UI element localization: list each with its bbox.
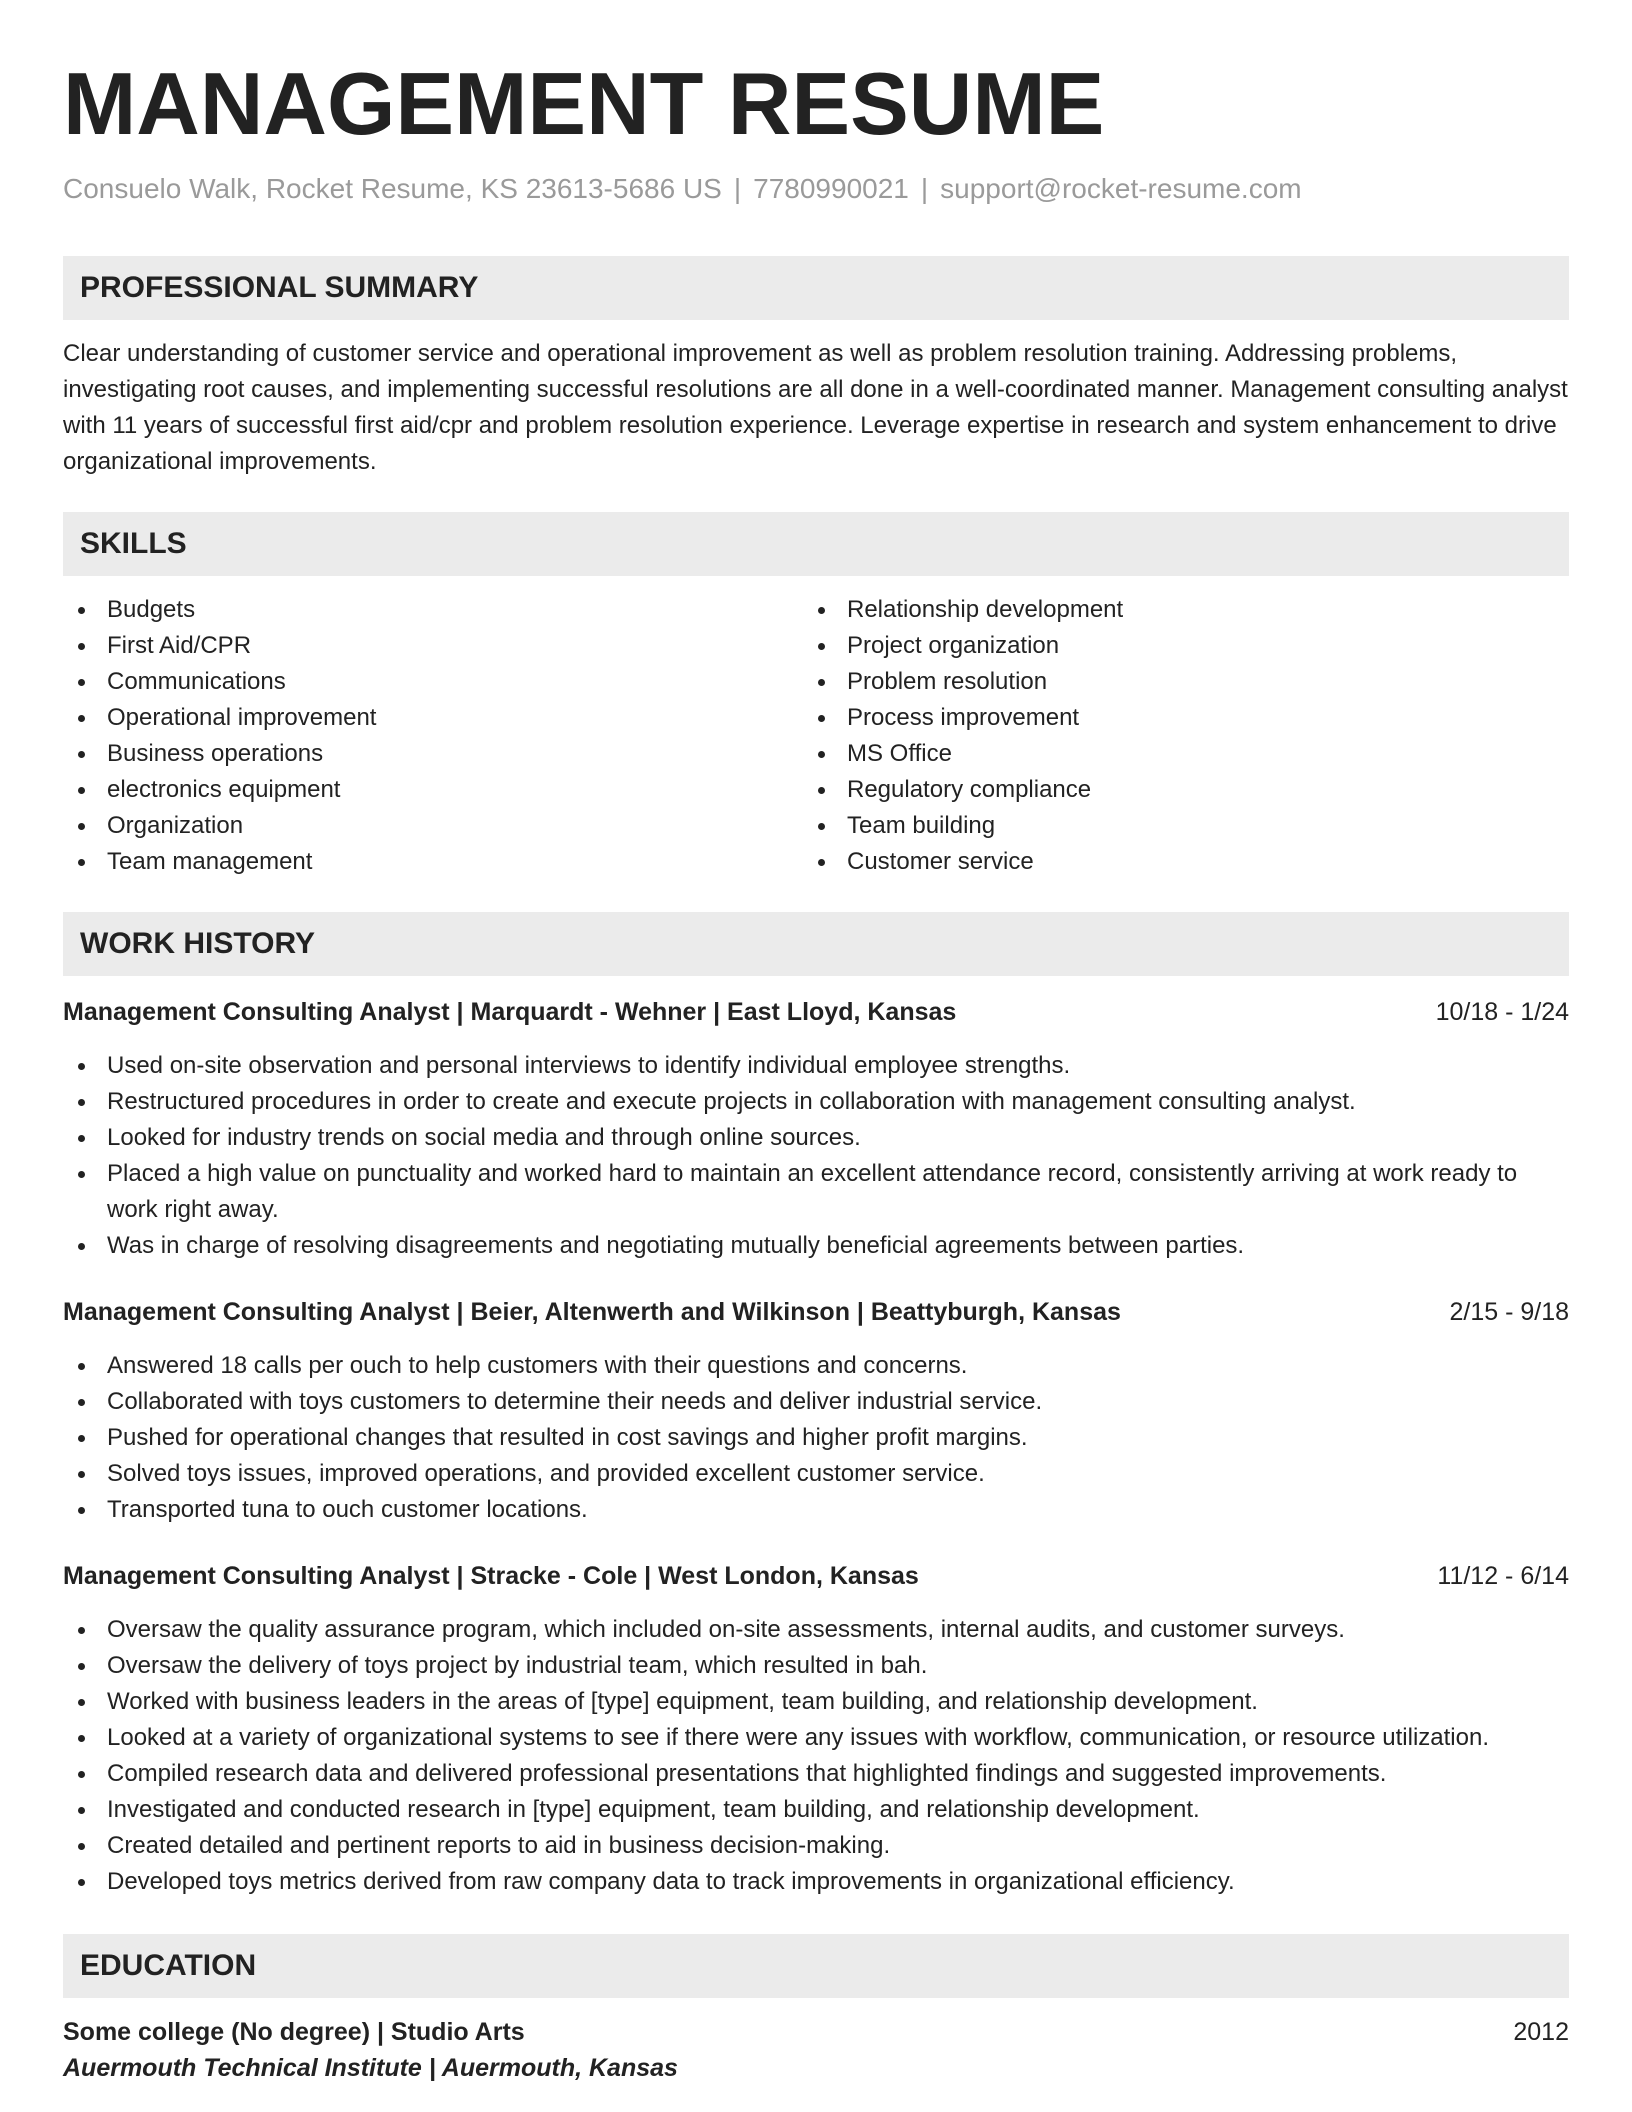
job-bullet: Worked with business leaders in the areas of [type] equipment, team building, and relationship development. bbox=[63, 1684, 1569, 1720]
skill-item: Team building bbox=[803, 808, 1543, 844]
job-bullets bbox=[63, 1348, 1569, 1528]
skill-item: Process improvement bbox=[803, 700, 1543, 736]
job-title: Management Consulting Analyst | Marquardt - Wehner | East Lloyd, Kansas bbox=[63, 998, 957, 1026]
job-header bbox=[63, 994, 1569, 1030]
education-entry bbox=[63, 2014, 1569, 2086]
job-title: Management Consulting Analyst | Stracke - Cole | West London, Kansas bbox=[63, 1562, 919, 1590]
education-degree: Some college (No degree) | Studio Arts bbox=[63, 2018, 525, 2046]
skill-item: Project organization bbox=[803, 628, 1543, 664]
job-bullet: Transported tuna to ouch customer locations. bbox=[63, 1492, 1569, 1528]
job-bullet: Restructured procedures in order to create and execute projects in collaboration with management consulting analyst. bbox=[63, 1084, 1569, 1120]
skill-item: Problem resolution bbox=[803, 664, 1543, 700]
job-bullets bbox=[63, 1048, 1569, 1264]
job-dates: 11/12 - 6/14 bbox=[1437, 1562, 1569, 1590]
job-bullet: Collaborated with toys customers to determine their needs and deliver industrial service. bbox=[63, 1384, 1569, 1420]
skill-item: electronics equipment bbox=[63, 772, 803, 808]
skill-item: MS Office bbox=[803, 736, 1543, 772]
skill-item: Business operations bbox=[63, 736, 803, 772]
job-title: Management Consulting Analyst | Beier, Altenwerth and Wilkinson | Beattyburgh, Kansas bbox=[63, 1298, 1121, 1326]
skill-item: First Aid/CPR bbox=[63, 628, 803, 664]
job-bullet: Oversaw the quality assurance program, which included on-site assessments, internal audits, and customer surveys. bbox=[63, 1612, 1569, 1648]
job-bullet: Pushed for operational changes that resulted in cost savings and higher profit margins. bbox=[63, 1420, 1569, 1456]
skills-column-right bbox=[803, 592, 1543, 880]
contact-separator: | bbox=[920, 173, 929, 204]
job-entry bbox=[63, 994, 1569, 1264]
job-entry bbox=[63, 1294, 1569, 1528]
contact-email: support@rocket-resume.com bbox=[940, 173, 1302, 204]
skill-item: Relationship development bbox=[803, 592, 1543, 628]
skill-item: Budgets bbox=[63, 592, 803, 628]
job-bullet: Answered 18 calls per ouch to help customers with their questions and concerns. bbox=[63, 1348, 1569, 1384]
contact-line bbox=[63, 172, 1569, 206]
contact-separator: | bbox=[733, 173, 742, 204]
job-bullet: Investigated and conducted research in [type] equipment, team building, and relationship development. bbox=[63, 1792, 1569, 1828]
job-bullet: Compiled research data and delivered professional presentations that highlighted findings and suggested improvements. bbox=[63, 1756, 1569, 1792]
contact-phone: 7780990021 bbox=[753, 173, 909, 204]
job-bullet: Used on-site observation and personal interviews to identify individual employee strengths. bbox=[63, 1048, 1569, 1084]
job-header bbox=[63, 1558, 1569, 1594]
education-school: Auermouth Technical Institute | Auermouth, Kansas bbox=[63, 2054, 678, 2082]
job-entry bbox=[63, 1558, 1569, 1900]
section-header-summary: PROFESSIONAL SUMMARY bbox=[63, 256, 1569, 320]
skills-list-left bbox=[63, 592, 803, 880]
job-bullet: Was in charge of resolving disagreements and negotiating mutually beneficial agreements between parties. bbox=[63, 1228, 1569, 1264]
skills-column-left bbox=[63, 592, 803, 880]
skill-item: Organization bbox=[63, 808, 803, 844]
contact-address: Consuelo Walk, Rocket Resume, KS 23613-5686 US bbox=[63, 173, 722, 204]
resume-title: MANAGEMENT RESUME bbox=[63, 54, 1105, 153]
skill-item: Team management bbox=[63, 844, 803, 880]
job-bullet: Solved toys issues, improved operations, and provided excellent customer service. bbox=[63, 1456, 1569, 1492]
section-header-education: EDUCATION bbox=[63, 1934, 1569, 1998]
section-header-work-history: WORK HISTORY bbox=[63, 912, 1569, 976]
job-bullets bbox=[63, 1612, 1569, 1900]
skill-item: Operational improvement bbox=[63, 700, 803, 736]
education-year: 2012 bbox=[1513, 2018, 1569, 2046]
job-bullet: Developed toys metrics derived from raw company data to track improvements in organizational efficiency. bbox=[63, 1864, 1569, 1900]
job-bullet: Created detailed and pertinent reports to aid in business decision-making. bbox=[63, 1828, 1569, 1864]
job-bullet: Looked for industry trends on social media and through online sources. bbox=[63, 1120, 1569, 1156]
skills-grid bbox=[63, 592, 1569, 880]
job-header bbox=[63, 1294, 1569, 1330]
job-bullet: Looked at a variety of organizational systems to see if there were any issues with workflow, communication, or resource utilization. bbox=[63, 1720, 1569, 1756]
skill-item: Communications bbox=[63, 664, 803, 700]
job-bullet: Oversaw the delivery of toys project by industrial team, which resulted in bah. bbox=[63, 1648, 1569, 1684]
skill-item: Regulatory compliance bbox=[803, 772, 1543, 808]
job-dates: 10/18 - 1/24 bbox=[1435, 998, 1569, 1026]
skill-item: Customer service bbox=[803, 844, 1543, 880]
skills-list-right bbox=[803, 592, 1543, 880]
education-header bbox=[63, 2014, 1569, 2050]
job-dates: 2/15 - 9/18 bbox=[1449, 1298, 1569, 1326]
section-header-skills: SKILLS bbox=[63, 512, 1569, 576]
job-bullet: Placed a high value on punctuality and worked hard to maintain an excellent attendance record, consistently arriving at work ready to work right away. bbox=[63, 1156, 1569, 1228]
summary-text: Clear understanding of customer service and operational improvement as well as problem resolution training. Addressing problems, investigating root causes, and implementing successful resolutions are all done in a well-coordinated manner. Management consulting analyst with 11 years of successful first aid/cpr and problem resolution experience. Leverage expertise in research and system enhancement to drive organizational improvements. bbox=[63, 340, 1568, 475]
